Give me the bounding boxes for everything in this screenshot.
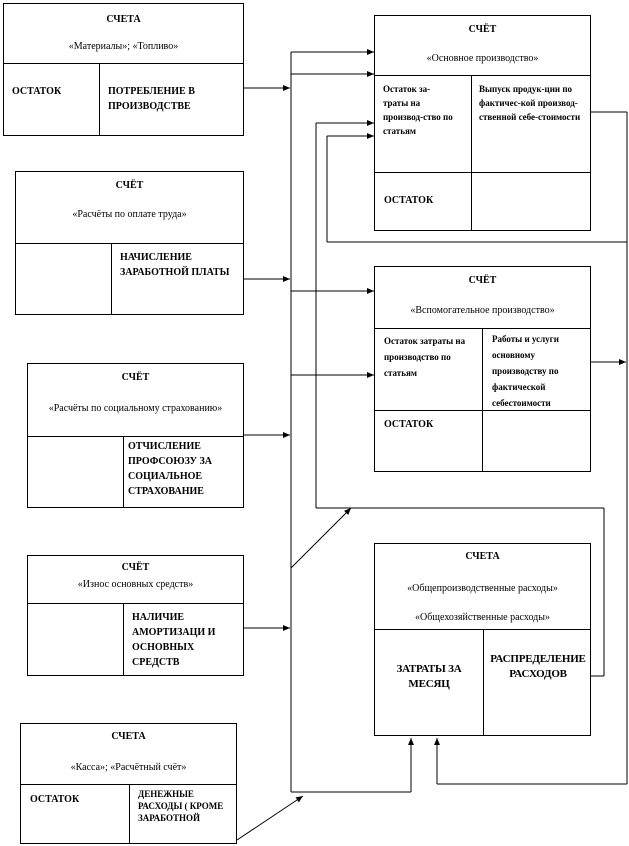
auxiliary-credit: Работы и услуги основному производству по фактической себестоимости (492, 334, 559, 408)
social-account (27, 363, 244, 508)
depreciation-title: СЧЁТ (121, 562, 150, 573)
wages-subtitle: «Расчёты по оплате труда» (72, 209, 187, 220)
main-production-balance: ОСТАТОК (384, 195, 434, 206)
wages-credit: НАЧИСЛЕНИЕ ЗАРАБОТНОЙ ПЛАТЫ (120, 252, 230, 278)
depreciation-subtitle: «Износ основных средств» (77, 579, 194, 590)
materials-account (3, 3, 244, 136)
cash-debit: ОСТАТОК (30, 794, 80, 805)
wages-account (15, 171, 244, 315)
depreciation-credit: НАЛИЧИЕ АМОРТИЗАЦИ И ОСНОВНЫХ СРЕДСТВ (132, 612, 216, 668)
wages-title: СЧЁТ (115, 180, 144, 191)
materials-subtitle: «Материалы»; «Топливо» (68, 41, 179, 52)
depreciation-account (27, 555, 244, 676)
main-production-debit: Остаток за-траты на производ-ство по статьям (383, 84, 453, 136)
cash-title: СЧЕТА (111, 731, 146, 742)
arrow-trunk-to-overhead (291, 508, 351, 568)
overhead-title: СЧЕТА (465, 551, 500, 562)
auxiliary-balance: ОСТАТОК (384, 419, 434, 430)
overhead-credit: РАСПРЕДЕЛЕНИЕ РАСХОДОВ (490, 653, 586, 680)
auxiliary-subtitle: «Вспомогательное производство» (410, 305, 555, 316)
social-credit: ОТЧИСЛЕНИЕ ПРОФСОЮЗУ ЗА СОЦИАЛЬНОЕ СТРАХОВАНИЕ (128, 441, 212, 497)
arrow-from-cash (237, 796, 303, 840)
auxiliary-title: СЧЁТ (468, 275, 497, 286)
social-title: СЧЁТ (121, 372, 150, 383)
main-production-account (374, 15, 591, 231)
auxiliary-account (374, 266, 591, 472)
materials-credit: ПОТРЕБЛЕНИЕ В ПРОИЗВОДСТВЕ (108, 86, 195, 112)
overhead-debit: ЗАТРАТЫ ЗА МЕСЯЦ (396, 663, 462, 690)
main-production-subtitle: «Основное производство» (426, 53, 539, 64)
cash-subtitle: «Касса»; «Расчётный счёт» (70, 762, 187, 773)
overhead-subtitle-2: «Общехозяйственные расходы» (415, 612, 550, 623)
main-production-title: СЧЁТ (468, 24, 497, 35)
overhead-account (374, 543, 591, 736)
main-production-credit: Выпуск продук-ции по фактичес-кой производ-ственной себе-стоимости (479, 84, 581, 122)
auxiliary-debit: Остаток затраты на производство по статьям (384, 336, 466, 378)
social-subtitle: «Расчёты по социальному страхованию» (48, 403, 223, 414)
materials-debit: ОСТАТОК (12, 86, 62, 97)
cash-account (20, 723, 237, 844)
overhead-subtitle-1: «Общепроизводственные расходы» (407, 583, 558, 594)
cash-credit: ДЕНЕЖНЫЕ РАСХОДЫ ( КРОМЕ ЗАРАБОТНОЙ (138, 789, 224, 823)
materials-title: СЧЕТА (106, 14, 141, 25)
